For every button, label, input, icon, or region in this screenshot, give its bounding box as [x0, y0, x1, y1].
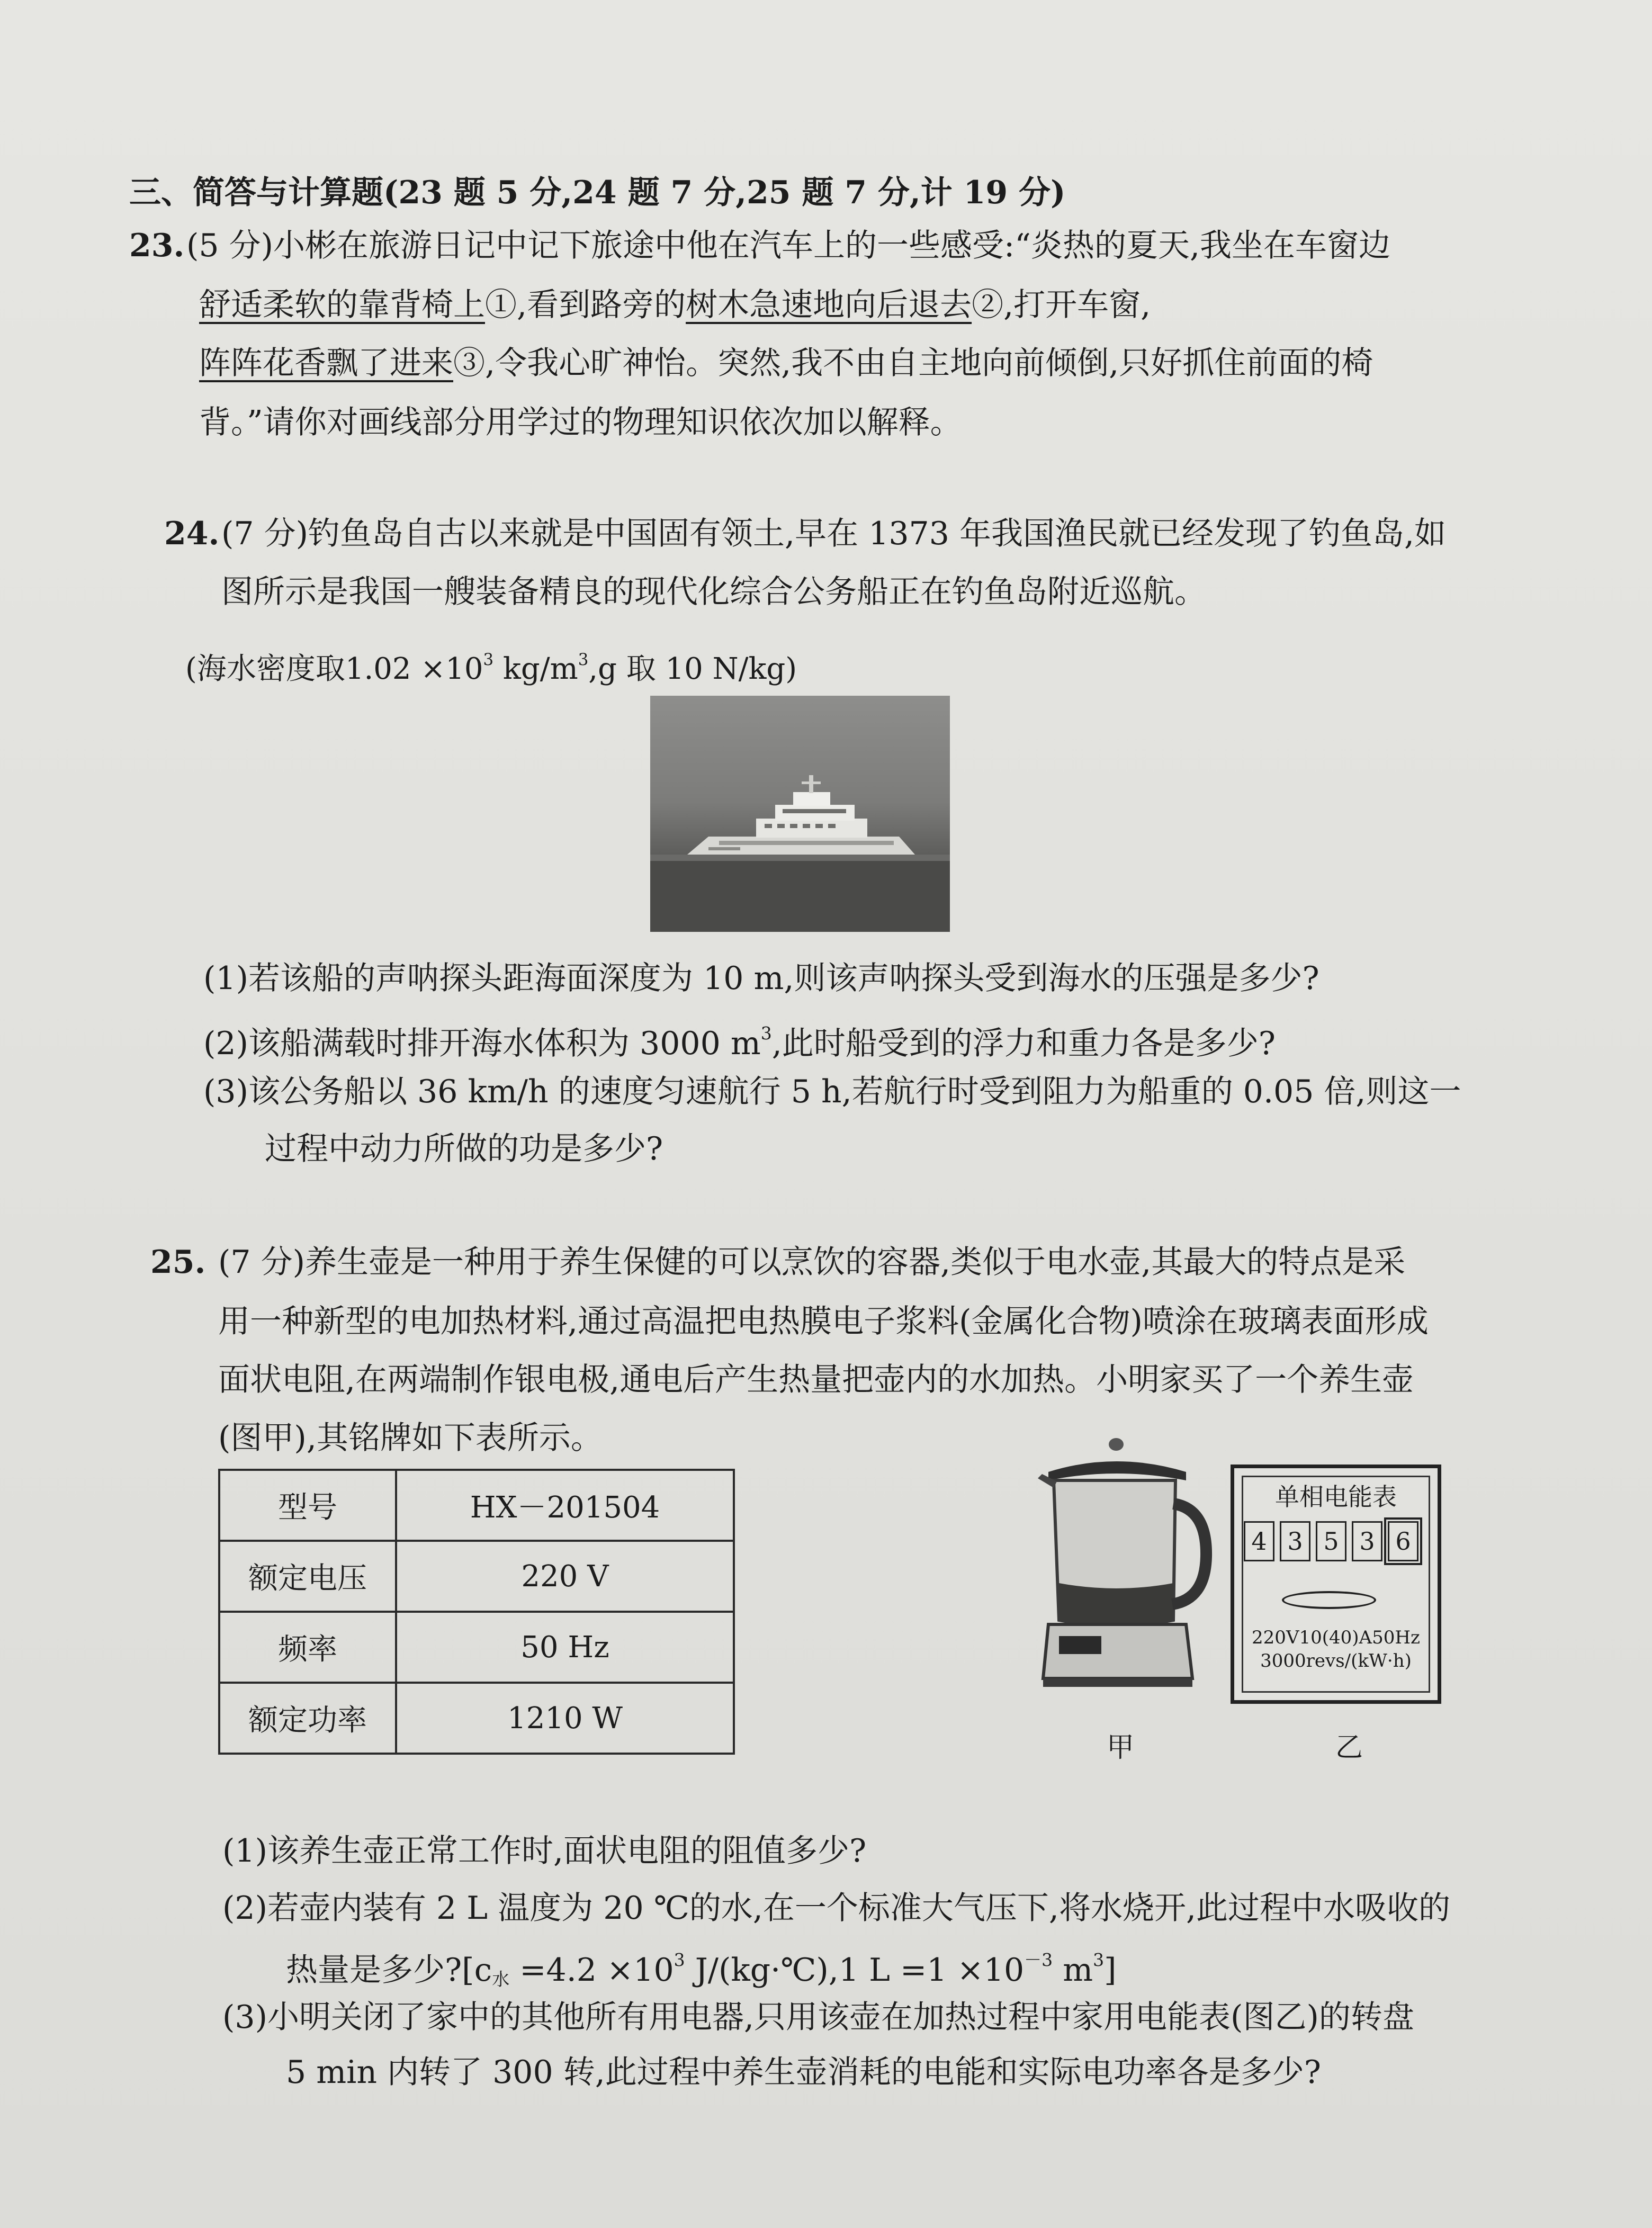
note-text: ,g 取 10 N/kg) [588, 652, 797, 687]
q24-number: 24. [164, 515, 220, 552]
sub2-text: J/(kg·℃),1 L =1 ×10 [685, 1952, 1025, 1989]
q24-sub3-line2: 过程中动力所做的功是多少? [265, 1130, 663, 1167]
note-exp: 3 [578, 650, 589, 669]
ship-illustration [650, 696, 950, 932]
sub2-exp: －3 [1024, 1950, 1053, 1970]
q25-sub3-line2: 5 min 内转了 300 转,此过程中养生壶消耗的电能和实际电功率各是多少? [286, 2054, 1321, 2091]
sub2-text: (2)该船满载时排开海水体积为 3000 m [203, 1025, 761, 1063]
q23-line1: (5 分)小彬在旅游日记中记下旅途中他在汽车上的一些感受:“炎热的夏天,我坐在车窗边 [186, 227, 1391, 264]
meter-digit: 4 [1244, 1521, 1274, 1561]
sub2-text: ] [1104, 1952, 1117, 1989]
table-value: 220 V [396, 1541, 734, 1612]
meter-digits [1244, 1521, 1418, 1561]
note-text: kg/m [493, 652, 578, 687]
q25-sub3-line1: (3)小明关闭了家中的其他所有用电器,只用该壶在加热过程中家用电能表(图乙)的转盘 [222, 1999, 1414, 2036]
table-row [219, 1541, 734, 1612]
table-key: 型号 [219, 1470, 396, 1541]
q25-line3: 面状电阻,在两端制作银电极,通电后产生热量把壶内的水加热。小明家买了一个养生壶 [218, 1361, 1414, 1398]
meter-digit: 3 [1280, 1521, 1310, 1561]
table-key: 额定电压 [219, 1541, 396, 1612]
note-exp: 3 [483, 650, 494, 669]
q25-sub2-line1: (2)若壶内装有 2 L 温度为 20 ℃的水,在一个标准大气压下,将水烧开,此过程中水吸收的 [222, 1890, 1451, 1927]
section-header: 三、简答与计算题(23 题 5 分,24 题 7 分,25 题 7 分,计 19 分) [129, 174, 1066, 211]
table-value: 50 Hz [396, 1612, 734, 1683]
q24-sub3-line1: (3)该公务船以 36 km/h 的速度匀速航行 5 h,若航行时受到阻力为船重的 0.05 倍,则这一 [203, 1073, 1461, 1110]
table-value: HX－201504 [396, 1470, 734, 1541]
q24-line1: (7 分)钓鱼岛自古以来就是中国固有领土,早在 1373 年我国渔民就已经发现了钓鱼岛,如 [221, 515, 1447, 552]
caption-yi: 乙 [1335, 1732, 1363, 1764]
electric-meter [1231, 1465, 1441, 1704]
table-value: 1210 W [396, 1683, 734, 1754]
q23-text: ①,看到路旁的 [485, 286, 686, 324]
ship-photo [650, 696, 950, 932]
q25-sub2-line2 [286, 1939, 1117, 2000]
q25-line2: 用一种新型的电加热材料,通过高温把电热膜电子浆料(金属化合物)喷涂在玻璃表面形成 [218, 1303, 1429, 1340]
q23-underline-2: 树木急速地向后退去 [686, 286, 972, 324]
note-text: (海水密度取1.02 ×10 [185, 652, 483, 687]
q25-number: 25. [150, 1244, 206, 1281]
table-row [219, 1612, 734, 1683]
sub2-text: 热量是多少?[c [286, 1952, 492, 1989]
nameplate-table [218, 1469, 735, 1755]
q25-line4: (图甲),其铭牌如下表所示。 [218, 1420, 603, 1457]
meter-rotating-disc [1282, 1591, 1376, 1609]
q23-line4: 背。”请你对画线部分用学过的物理知识依次加以解释。 [199, 404, 962, 441]
sub2-text: =4.2 ×10 [509, 1952, 674, 1989]
table-row [219, 1683, 734, 1754]
table-key: 频率 [219, 1612, 396, 1683]
q23-text: ③,令我心旷神怡。突然,我不由自主地向前倾倒,只好抓住前面的椅 [453, 345, 1373, 382]
sub2-subscript: 水 [492, 1969, 510, 1990]
q24-sub2 [203, 1012, 1276, 1065]
meter-spec-constant: 3000revs/(kW·h) [1260, 1650, 1412, 1672]
q24-note [185, 639, 797, 690]
q25-sub1: (1)该养生壶正常工作时,面状电阻的阻值多少? [222, 1832, 867, 1870]
meter-digit: 3 [1352, 1521, 1382, 1561]
meter-digit-decimal: 6 [1388, 1521, 1418, 1561]
q23-underline-1: 舒适柔软的靠背椅上 [199, 286, 485, 324]
q23-number: 23. [129, 227, 185, 264]
sub2-text: m [1053, 1952, 1093, 1989]
q25-line1: (7 分)养生壶是一种用于养生保健的可以烹饮的容器,类似于电水壶,其最大的特点是采 [218, 1244, 1406, 1281]
sub2-exp: 3 [760, 1023, 772, 1044]
meter-digit: 5 [1316, 1521, 1346, 1561]
sub2-exp: 3 [674, 1950, 685, 1970]
q23-line2 [199, 284, 1151, 326]
q23-underline-3: 阵阵花香飘了进来 [199, 345, 453, 382]
sub2-exp: 3 [1093, 1950, 1105, 1970]
q24-sub1: (1)若该船的声呐探头距海面深度为 10 m,则该声呐探头受到海水的压强是多少? [203, 960, 1319, 997]
kettle-figure [1038, 1430, 1213, 1715]
meter-title: 单相电能表 [1275, 1483, 1397, 1511]
caption-jia: 甲 [1107, 1732, 1135, 1764]
table-row [219, 1470, 734, 1541]
table-key: 额定功率 [219, 1683, 396, 1754]
meter-spec-rating: 220V10(40)A50Hz [1252, 1627, 1420, 1648]
q23-line3 [199, 342, 1373, 384]
sub2-text: ,此时船受到的浮力和重力各是多少? [771, 1025, 1276, 1063]
q23-text: ②,打开车窗, [972, 286, 1151, 324]
q24-line2: 图所示是我国一艘装备精良的现代化综合公务船正在钓鱼岛附近巡航。 [221, 573, 1206, 610]
